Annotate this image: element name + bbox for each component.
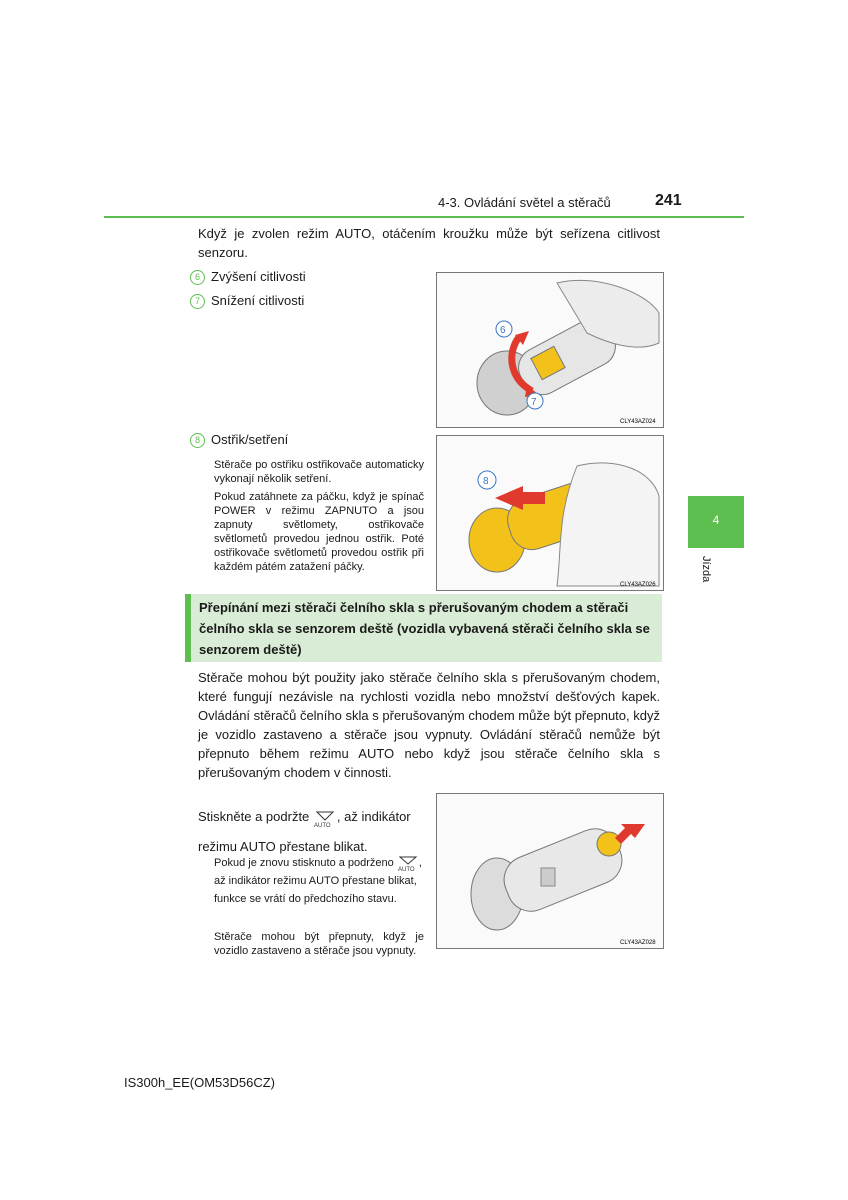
figure-washer-pull (436, 435, 664, 591)
press-note-1 (214, 854, 424, 908)
press-text-after: , až indikátor režimu AUTO přestane blikat. (198, 809, 411, 854)
figure-code: CLY43AZ028 (620, 940, 656, 946)
header-rule (104, 216, 744, 218)
list-item-label: Ostřik/setření (211, 432, 289, 447)
chapter-tab: 4 (688, 496, 744, 548)
figure-code: CLY43AZ024 (620, 419, 656, 425)
number-badge: 6 (190, 270, 205, 285)
callout-7: 7 (531, 397, 537, 408)
figure-auto-button (436, 793, 664, 949)
press-text-before: Stiskněte a podržte (198, 809, 310, 824)
list-item-label: Snížení citlivosti (211, 293, 305, 308)
auto-wiper-icon (313, 808, 337, 828)
page-number: 241 (655, 192, 682, 209)
figure-code: CLY43AZ026 (620, 582, 656, 588)
press-instruction (198, 802, 424, 862)
wiper-lever-button-illustration (437, 794, 663, 948)
number-badge: 8 (190, 433, 205, 448)
press-note-text: , až indikátor režimu AUTO přestane blikat, funkce se vrátí do předchozího stavu. (214, 857, 422, 906)
list-item-8 (190, 432, 288, 448)
callout-8: 8 (483, 476, 489, 487)
list-item-7 (190, 293, 304, 309)
intro-paragraph: Když je zvolen režim AUTO, otáčením kroužku může být seřízena citlivost senzoru. (198, 226, 660, 260)
svg-text:AUTO: AUTO (397, 867, 415, 873)
figure-sensitivity-ring (436, 272, 664, 428)
wiper-lever-illustration (437, 273, 663, 427)
wiper-lever-pull-illustration (437, 436, 663, 590)
note-paragraph: Pokud zatáhnete za páčku, když je spínač POWER v režimu ZAPNUTO a jsou zapnuty světlomety, ostřikovače světlometů provedou jednou ostřik. Poté ostřikovače světlometů provedou ostřik při každém pátém zatažení páčky. (214, 491, 424, 573)
press-note-text: Pokud je znovu stisknuto a podrženo (214, 857, 394, 869)
body-paragraph: Stěrače mohou být použity jako stěrače čelního skla s přerušovaným chodem, které fungují nezávisle na rychlosti vozidla nebo množství dešťových kapek. Ovládání stěračů čelního skla s přerušovaným chodem může být přepnuto, když je vozidlo zastaveno a stěrače jsou vypnuty. Ovládání stěračů nemůže být přepnuto během režimu AUTO nebo když jsou stěrače čelního skla s přerušovaným chodem v činnosti. (198, 670, 660, 780)
callout-6: 6 (500, 325, 506, 336)
chapter-label: Jízda (700, 556, 712, 583)
svg-text:AUTO: AUTO (313, 822, 331, 828)
note-paragraph: Stěrače po ostřiku ostřikovače automaticky vykonají několik setření. (214, 459, 424, 485)
number-badge: 7 (190, 294, 205, 309)
footer-code: IS300h_EE(OM53D56CZ) (124, 1075, 276, 1090)
section-title: 4-3. Ovládání světel a stěračů (438, 195, 611, 210)
list-item-6 (190, 269, 306, 285)
list-item-label: Zvýšení citlivosti (211, 269, 306, 284)
auto-wiper-icon (397, 854, 419, 872)
press-note-2: Stěrače mohou být přepnuty, když je vozidlo zastaveno a stěrače jsou vypnuty. (214, 931, 424, 957)
section-heading: Přepínání mezi stěrači čelního skla s přerušovaným chodem a stěrači čelního skla se senzorem deště (vozidla vybavená stěrači čelního skla se senzorem deště) (185, 594, 662, 662)
